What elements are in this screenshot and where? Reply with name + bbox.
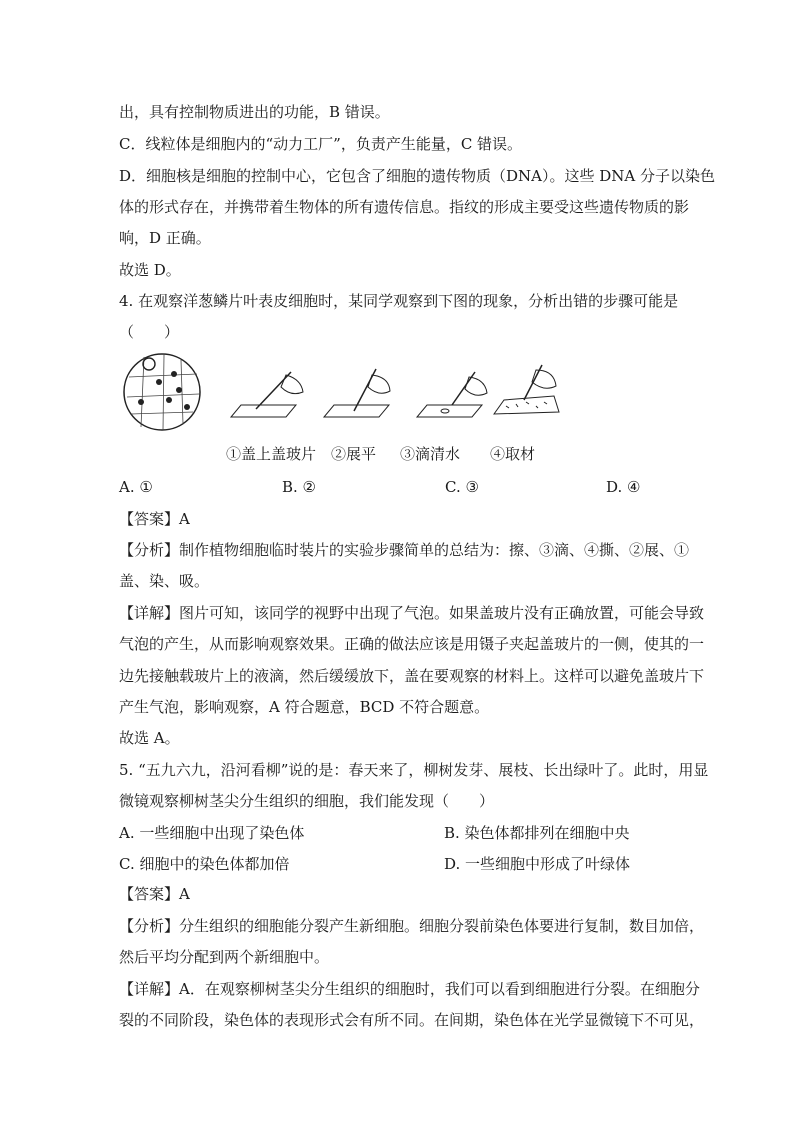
q4-detail-4: 产生气泡，影响观察，A 符合题意，BCD 不符合题意。 [119,698,490,716]
q5-detail-2: 裂的不同阶段，染色体的表现形式会有所不同。在间期，染色体在光学显微镜下不可见， [119,1011,705,1029]
experiment-figure [119,352,589,432]
q5-option-a: A. 一些细胞中出现了染色体 [119,824,305,842]
q5-option-c: C. 细胞中的染色体都加倍 [119,855,290,873]
line-4: 体的形式存在，并携带着生物体的所有遗传信息。指纹的形成主要受这些遗传物质的影 [119,198,690,216]
q5-stem-1: 5. “五九六九，沿河看柳”说的是：春天来了，柳树发芽、展枝、长出绿叶了。此时，用显 [119,761,709,779]
q4-stem-2: （ ） [119,323,180,341]
caption-spread: ②展平 [331,445,377,463]
q4-option-b: B. ② [282,478,317,496]
q5-analysis-2: 然后平均分配到两个新细胞中。 [119,948,330,966]
take-material-step-icon [494,365,559,414]
q5-option-b: B. 染色体都排列在细胞中央 [444,824,630,842]
q5-analysis-1: 【分析】分生组织的细胞能分裂产生新细胞。细胞分裂前染色体要进行复制，数目加倍， [119,917,705,935]
caption-material: ④取材 [490,445,536,463]
figure-illustration [119,352,589,432]
caption-coverslip: ①盖上盖玻片 [226,445,317,463]
q4-analysis-1: 【分析】制作植物细胞临时装片的实验步骤简单的总结为：擦、③滴、④撕、②展、① [119,541,690,559]
q4-detail-3: 边先接触载玻片上的液滴，然后缓缓放下，盖在要观察的材料上。这样可以避免盖玻片下 [119,667,705,685]
q4-option-a: A. ① [119,478,153,496]
q4-final: 故选 A。 [119,729,180,747]
line-3: D．细胞核是细胞的控制中心，它包含了细胞的遗传物质（DNA）。这些 DNA 分子以染色 [119,167,716,185]
line-5: 响，D 正确。 [119,229,211,247]
q5-option-d: D. 一些细胞中形成了叶绿体 [444,855,631,873]
caption-water: ③滴清水 [400,445,461,463]
q4-answer: 【答案】A [119,510,190,528]
q4-option-c: C. ③ [445,478,479,496]
line-1: 出，具有控制物质进出的功能，B 错误。 [119,103,390,121]
q5-detail-1: 【详解】A．在观察柳树茎尖分生组织的细胞时，我们可以看到细胞进行分裂。在细胞分 [119,980,700,998]
q5-answer: 【答案】A [119,885,190,903]
q4-detail-2: 气泡的产生，从而影响观察效果。正确的做法应该是用镊子夹起盖玻片的一侧，使其的一 [119,635,705,653]
water-drop-step-icon [417,372,487,417]
q4-detail-1: 【详解】图片可知，该同学的视野中出现了气泡。如果盖玻片没有正确放置，可能会导致 [119,604,705,622]
q5-stem-2: 微镜观察柳树茎尖分生组织的细胞，我们能发现（ ） [119,792,495,810]
spread-step-icon [324,369,390,417]
microscope-view-icon [124,354,200,430]
q4-analysis-2: 盖、染、吸。 [119,572,210,590]
coverslip-step-icon [231,372,303,417]
q4-stem-1: 4. 在观察洋葱鳞片叶表皮细胞时，某同学观察到下图的现象，分析出错的步骤可能是 [119,292,679,310]
line-2: C．线粒体是细胞内的“动力工厂”，负责产生能量，C 错误。 [119,135,523,153]
q4-option-d: D. ④ [606,478,641,496]
line-6: 故选 D。 [119,261,181,279]
